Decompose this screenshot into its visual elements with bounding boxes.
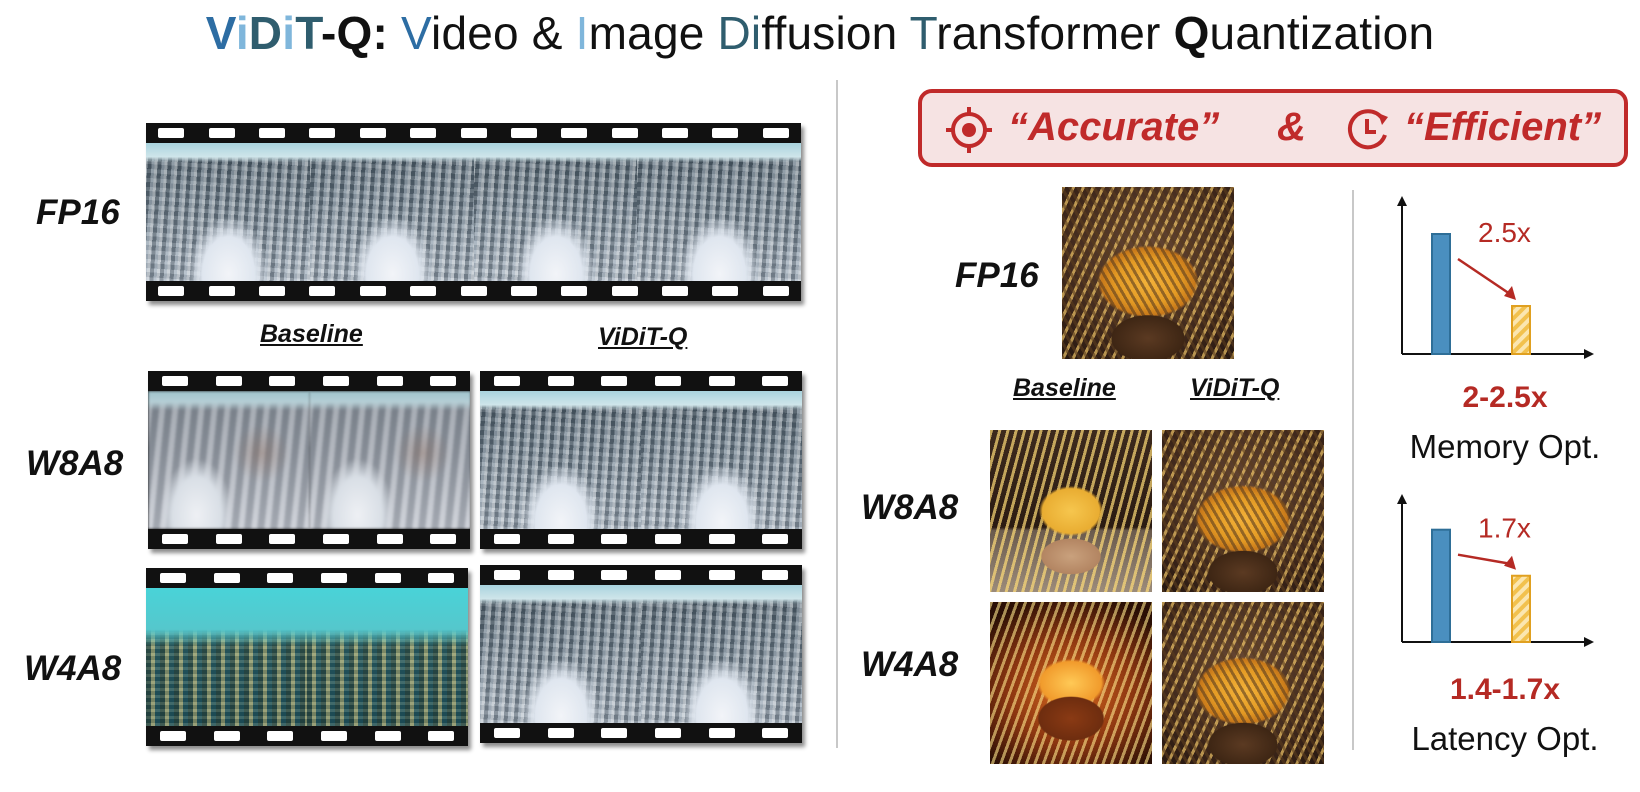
sprocket-holes (146, 123, 801, 143)
sprocket-hole (214, 731, 240, 741)
sprocket-hole (655, 534, 681, 544)
sprocket-hole (430, 534, 456, 544)
sprocket-hole (762, 376, 788, 386)
video-frame (480, 391, 642, 529)
sprocket-hole (709, 728, 735, 738)
target-icon (944, 105, 994, 155)
sprocket-hole (548, 376, 574, 386)
accurate-text: “Accurate” (1008, 105, 1220, 149)
y-axis-arrow (1397, 494, 1407, 504)
latency-opt-label: Latency Opt. (1411, 720, 1599, 757)
image-column-label-vidit-q: ViDiT-Q (1190, 374, 1280, 402)
sprocket-hole (309, 286, 335, 296)
video-frame (474, 143, 639, 281)
sprocket-hole (160, 573, 186, 583)
video-w4a8-vidit-q-filmstrip (480, 565, 802, 743)
sprocket-hole (601, 376, 627, 386)
video-frame (637, 143, 801, 281)
title-part: ransformer (936, 7, 1174, 59)
bar-fp16 (1432, 530, 1450, 642)
figure-title (0, 6, 1640, 60)
sprocket-hole (511, 128, 537, 138)
image-row-label-w8a8: W8A8 (861, 488, 959, 527)
efficient-text: “Efficient” (1404, 105, 1602, 149)
sprocket-hole (158, 286, 184, 296)
title-part: D (248, 7, 283, 59)
sprocket-hole (561, 286, 587, 296)
title-part: ideo & (431, 7, 576, 59)
title-part: V (205, 7, 236, 59)
video-w4a8-baseline-filmstrip (146, 568, 468, 746)
title-part: uantization (1209, 7, 1435, 59)
video-frame (309, 391, 470, 529)
right-divider (1352, 190, 1354, 750)
reduction-arrow (1458, 259, 1510, 294)
x-axis-arrow (1584, 637, 1594, 647)
title-part: T (295, 7, 321, 59)
ampersand-text: & (1277, 105, 1306, 149)
sprocket-hole (763, 286, 789, 296)
video-w8a8-vidit-q-filmstrip (480, 371, 802, 549)
sprocket-hole (309, 128, 335, 138)
image-column-label-baseline: Baseline (1013, 374, 1116, 402)
image-fp16-fries (1062, 187, 1234, 359)
video-w8a8-baseline-filmstrip (148, 371, 470, 549)
sprocket-hole (655, 570, 681, 580)
title-part: -Q: (320, 7, 401, 59)
image-row-label-w4a8: W4A8 (861, 645, 959, 684)
sprocket-hole (323, 534, 349, 544)
sprocket-hole (601, 728, 627, 738)
sprocket-hole (709, 534, 735, 544)
x-axis-arrow (1584, 349, 1594, 359)
image-w8a8-baseline-fries (990, 430, 1152, 592)
sprocket-hole (323, 376, 349, 386)
image-row-label-fp16: FP16 (955, 256, 1039, 295)
image-w4a8-vidit-q-fries (1162, 602, 1324, 764)
sprocket-hole (430, 376, 456, 386)
sprocket-hole (267, 573, 293, 583)
sprocket-hole (267, 731, 293, 741)
bar-fp16 (1432, 234, 1450, 354)
sprocket-hole (410, 286, 436, 296)
sprocket-hole (209, 128, 235, 138)
sprocket-hole (494, 534, 520, 544)
sprocket-hole (321, 731, 347, 741)
sprocket-hole (548, 534, 574, 544)
sprocket-holes (148, 371, 470, 391)
sprocket-hole (360, 128, 386, 138)
sprocket-hole (377, 376, 403, 386)
sprocket-holes (480, 529, 802, 549)
sprocket-hole (494, 570, 520, 580)
video-frame (146, 143, 311, 281)
sprocket-hole (360, 286, 386, 296)
sprocket-hole (762, 534, 788, 544)
sprocket-hole (601, 570, 627, 580)
center-divider (836, 80, 838, 748)
sprocket-hole (158, 128, 184, 138)
film-picture (146, 143, 801, 281)
title-part: T (909, 7, 937, 59)
latency-bar-chart (1390, 488, 1600, 658)
title-part: I (575, 7, 589, 59)
ratio-annotation: 2.5x (1478, 217, 1531, 248)
sprocket-hole (662, 286, 688, 296)
sprocket-hole (655, 376, 681, 386)
accurate-efficient-banner (918, 89, 1628, 167)
reduction-arrow-head (1504, 286, 1516, 300)
title-part: mage (588, 7, 718, 59)
video-column-label-vidit-q: ViDiT-Q (598, 323, 688, 351)
sprocket-holes (480, 371, 802, 391)
video-fp16-filmstrip (146, 123, 801, 301)
sprocket-hole (494, 728, 520, 738)
sprocket-hole (216, 534, 242, 544)
sprocket-hole (321, 573, 347, 583)
sprocket-hole (162, 534, 188, 544)
latency-opt-value: 1.4-1.7x (1449, 673, 1561, 706)
sprocket-hole (377, 534, 403, 544)
sprocket-hole (662, 128, 688, 138)
memory-opt-label: Memory Opt. (1409, 428, 1601, 465)
sprocket-hole (712, 128, 738, 138)
sprocket-hole (494, 376, 520, 386)
film-picture (146, 588, 468, 726)
video-frame (310, 143, 475, 281)
memory-bar-chart (1390, 190, 1600, 370)
sprocket-hole (601, 534, 627, 544)
video-frame (307, 588, 468, 726)
sprocket-hole (511, 286, 537, 296)
film-picture (148, 391, 470, 529)
sprocket-hole (269, 534, 295, 544)
sprocket-holes (146, 568, 468, 588)
sprocket-hole (209, 286, 235, 296)
sprocket-hole (259, 128, 285, 138)
sprocket-hole (762, 570, 788, 580)
film-picture (480, 585, 802, 723)
video-column-label-baseline: Baseline (260, 320, 363, 348)
bar-vidit-q (1512, 306, 1530, 354)
bar-vidit-q (1512, 576, 1530, 642)
memory-opt-value: 2-2.5x (1462, 381, 1548, 414)
sprocket-hole (762, 728, 788, 738)
video-frame (148, 391, 310, 529)
title-part: i (235, 7, 249, 59)
video-row-label-w8a8: W8A8 (26, 444, 124, 483)
title-part: i (282, 7, 296, 59)
sprocket-hole (709, 570, 735, 580)
sprocket-hole (160, 731, 186, 741)
sprocket-hole (162, 376, 188, 386)
clock-icon (1342, 105, 1394, 155)
sprocket-holes (480, 723, 802, 743)
sprocket-hole (612, 128, 638, 138)
sprocket-hole (655, 728, 681, 738)
sprocket-holes (146, 281, 801, 301)
sprocket-hole (712, 286, 738, 296)
sprocket-hole (548, 728, 574, 738)
image-w8a8-vidit-q-fries (1162, 430, 1324, 592)
sprocket-hole (428, 573, 454, 583)
video-row-label-w4a8: W4A8 (24, 649, 122, 688)
sprocket-holes (148, 529, 470, 549)
sprocket-hole (461, 128, 487, 138)
video-frame (641, 391, 802, 529)
image-w4a8-baseline-fries (990, 602, 1152, 764)
title-part: Di (717, 7, 762, 59)
video-row-label-fp16: FP16 (36, 193, 120, 232)
sprocket-hole (375, 731, 401, 741)
y-axis-arrow (1397, 196, 1407, 206)
reduction-arrow (1458, 555, 1510, 564)
sprocket-hole (561, 128, 587, 138)
sprocket-hole (375, 573, 401, 583)
sprocket-hole (259, 286, 285, 296)
film-picture (480, 391, 802, 529)
sprocket-hole (214, 573, 240, 583)
title-part: ffusion (761, 7, 910, 59)
sprocket-hole (612, 286, 638, 296)
video-frame (146, 588, 308, 726)
sprocket-hole (763, 128, 789, 138)
sprocket-hole (428, 731, 454, 741)
sprocket-hole (410, 128, 436, 138)
sprocket-hole (461, 286, 487, 296)
sprocket-hole (216, 376, 242, 386)
sprocket-hole (709, 376, 735, 386)
title-part: V (400, 7, 432, 59)
sprocket-hole (548, 570, 574, 580)
ratio-annotation: 1.7x (1478, 512, 1531, 544)
sprocket-holes (480, 565, 802, 585)
sprocket-holes (146, 726, 468, 746)
video-frame (480, 585, 642, 723)
video-frame (641, 585, 802, 723)
sprocket-hole (269, 376, 295, 386)
title-part: Q (1173, 7, 1210, 59)
